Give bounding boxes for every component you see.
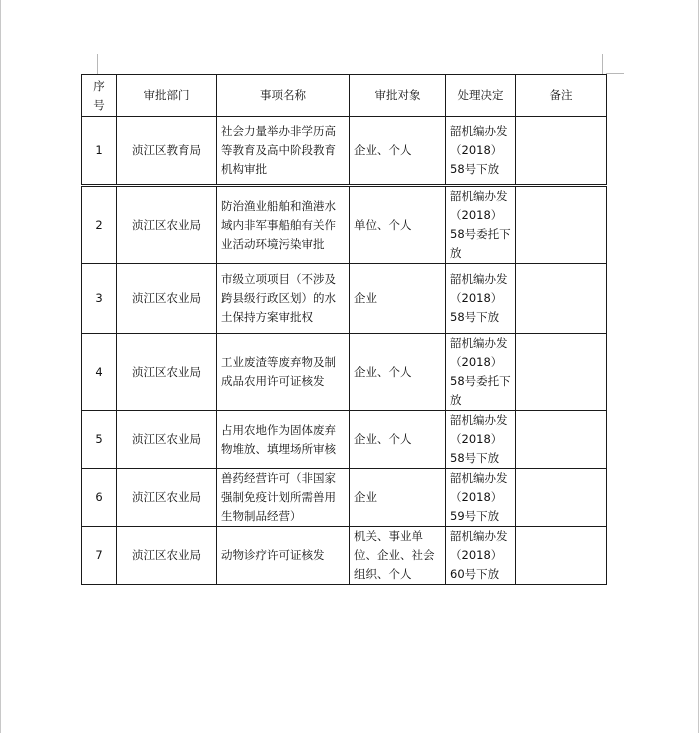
cell-serial-number: 5 [82,411,117,469]
table-header-row [82,75,607,117]
cell-serial-number: 4 [82,334,117,411]
cell-note [516,334,607,411]
cell-item-name: 动物诊疗许可证核发 [217,527,350,585]
cell-serial-number: 1 [82,117,117,186]
table-row [82,469,607,527]
cell-item-name: 兽药经营许可（非国家强制免疫计划所需兽用生物制品经营） [217,469,350,527]
cell-serial-number: 6 [82,469,117,527]
cell-serial-number: 3 [82,264,117,334]
cell-note [516,411,607,469]
cell-note [516,117,607,186]
margin-mark-top-right [602,54,603,74]
cell-note [516,264,607,334]
cell-note [516,469,607,527]
cell-item-name: 社会力量举办非学历高等教育及高中阶段教育机构审批 [217,117,350,186]
cell-department: 浈江区农业局 [117,186,217,264]
cell-department: 浈江区农业局 [117,527,217,585]
cell-item-name: 市级立项项目（不涉及跨县级行政区划）的水土保持方案审批权 [217,264,350,334]
cell-item-name: 防治渔业船舶和渔港水域内非军事船舶有关作业活动环境污染审批 [217,186,350,264]
table-row [82,411,607,469]
header-decision: 处理决定 [446,75,516,117]
cell-department: 浈江区农业局 [117,469,217,527]
table-row [82,527,607,585]
table-row [82,186,607,264]
cell-department: 浈江区农业局 [117,264,217,334]
cell-decision: 韶机编办发（2018）60号下放 [446,527,516,585]
header-item-name: 事项名称 [217,75,350,117]
cell-serial-number: 7 [82,527,117,585]
table-row [82,264,607,334]
cell-note [516,186,607,264]
cell-department: 浈江区农业局 [117,411,217,469]
cell-target: 机关、事业单位、企业、社会组织、个人 [350,527,446,585]
cell-target: 企业、个人 [350,334,446,411]
cell-decision: 韶机编办发（2018）58号下放 [446,411,516,469]
cell-department: 浈江区教育局 [117,117,217,186]
cell-target: 企业 [350,469,446,527]
margin-mark-right [606,73,624,74]
cell-target: 企业、个人 [350,117,446,186]
page-left-edge [0,0,1,733]
cell-target: 单位、个人 [350,186,446,264]
cell-decision: 韶机编办发（2018）58号下放 [446,264,516,334]
cell-serial-number: 2 [82,186,117,264]
margin-mark-top-left [97,54,98,74]
header-department: 审批部门 [117,75,217,117]
cell-decision: 韶机编办发（2018）58号委托下放 [446,334,516,411]
cell-decision: 韶机编办发（2018）58号下放 [446,117,516,186]
table-row [82,117,607,186]
header-target: 审批对象 [350,75,446,117]
cell-target: 企业 [350,264,446,334]
cell-decision: 韶机编办发（2018）59号下放 [446,469,516,527]
cell-note [516,527,607,585]
table-row [82,334,607,411]
header-serial-number: 序号 [82,75,117,117]
cell-item-name: 工业废渣等废弃物及制成品农用许可证核发 [217,334,350,411]
approval-items-table [81,74,607,585]
cell-decision: 韶机编办发（2018）58号委托下放 [446,186,516,264]
cell-target: 企业、个人 [350,411,446,469]
cell-department: 浈江区农业局 [117,334,217,411]
header-note: 备注 [516,75,607,117]
cell-item-name: 占用农地作为固体废弃物堆放、填埋场所审核 [217,411,350,469]
